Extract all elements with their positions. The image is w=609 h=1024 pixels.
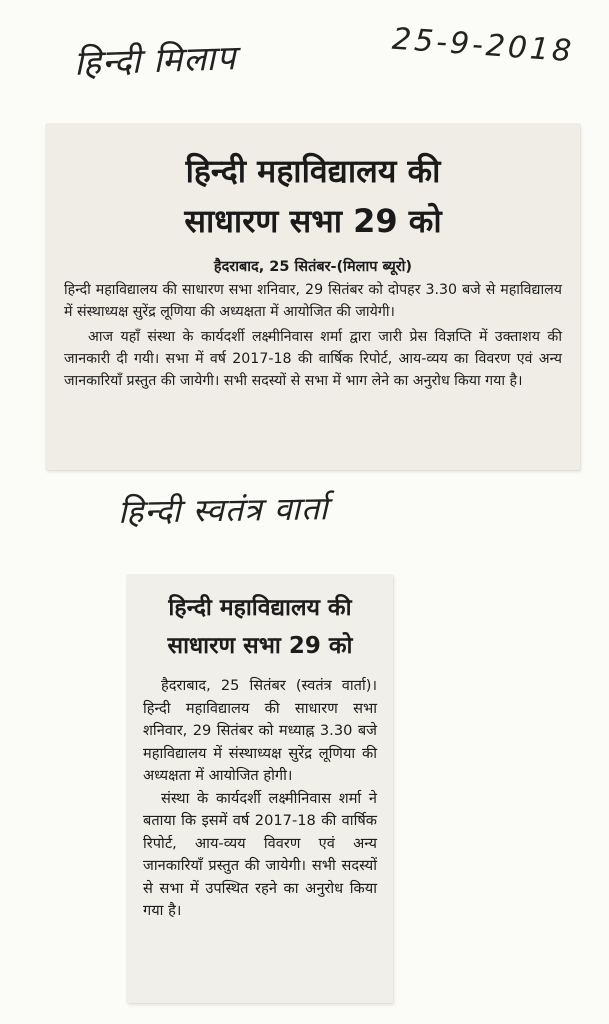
handwritten-date: 25-9-2018 xyxy=(391,21,576,70)
handwritten-source-label-swatantra-vaarta: हिन्दी स्वतंत्र वार्ता xyxy=(117,489,329,531)
newspaper-clipping-milap xyxy=(46,124,580,470)
clipping-headline xyxy=(143,589,377,665)
headline-line-2: साधारण सभा 29 को xyxy=(167,633,353,659)
clipping-headline xyxy=(64,146,562,246)
clipping-paragraph-2: संस्था के कार्यदर्शी लक्ष्मीनिवास शर्मा ने बताया कि इसमें वर्ष 2017-18 की वार्षिक रिपोर्ट, आय-व्यय विवरण एवं अन्य जानकारियाँ प्रस्तुत की जायेगी। सभी सदस्यों से सभा में उपस्थित रहने का अनुरोध किया गया है। xyxy=(143,789,377,919)
clipping-paragraph-1: हिन्दी महाविद्यालय की साधारण सभा शनिवार, 29 सितंबर को दोपहर 3.30 बजे से महाविद्यालय में संस्थाध्यक्ष सुरेंद्र लूणिया की अध्यक्षता में आयोजित की जायेगी। xyxy=(64,282,562,320)
clipping-paragraph-2: आज यहाँ संस्था के कार्यदर्शी लक्ष्मीनिवास शर्मा द्वारा जारी प्रेस विज्ञप्ति में उक्ताशय की जानकारी दी गयी। सभा में वर्ष 2017-18 की वार्षिक रिपोर्ट, आय-व्यय का विवरण एवं अन्य जानकारियाँ प्रस्तुत की जायेगी। सभी सदस्यों से सभा में भाग लेने का अनुरोध किया गया है। xyxy=(64,329,562,389)
clipping-dateline: हैदराबाद, 25 सितंबर-(मिलाप ब्यूरो) xyxy=(213,259,413,275)
headline-line-2: साधारण सभा 29 को xyxy=(184,202,442,240)
headline-line-1: हिन्दी महाविद्यालय की xyxy=(168,595,352,621)
handwritten-source-label-milap: हिन्दी मिलाप xyxy=(73,38,238,84)
clipping-paragraph-1: हैदराबाद, 25 सितंबर (स्वतंत्र वार्ता)। हिन्दी महाविद्यालय की साधारण सभा शनिवार, 29 सितंबर को मध्याह्न 3.30 बजे महाविद्यालय में संस्थाध्यक्ष सुरेंद्र लूणिया की अध्यक्षता में आयोजित होगी। xyxy=(143,677,377,784)
headline-line-1: हिन्दी महाविद्यालय की xyxy=(185,152,441,190)
newspaper-clipping-swatantra-vaarta xyxy=(127,575,393,1003)
